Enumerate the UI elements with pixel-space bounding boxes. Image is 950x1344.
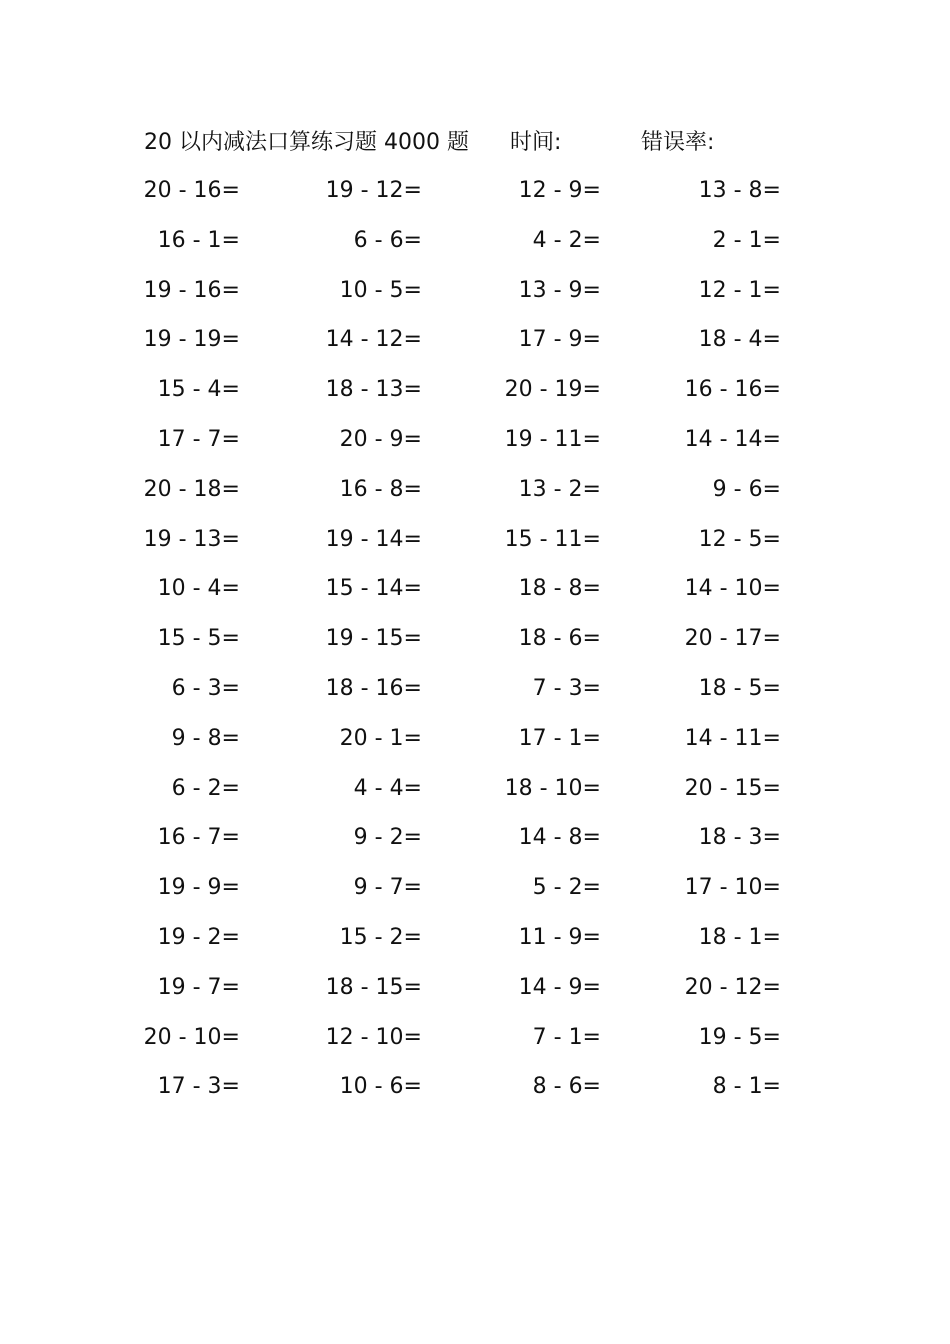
subtraction-problem: 16 - 7=	[157, 825, 240, 851]
worksheet-title: 20 以内减法口算练习题 4000 题	[144, 130, 469, 155]
subtraction-problem: 19 - 19=	[143, 327, 240, 353]
subtraction-problem: 15 - 5=	[157, 626, 240, 652]
subtraction-problem: 18 - 3=	[698, 825, 781, 851]
subtraction-problem: 18 - 6=	[518, 626, 601, 652]
subtraction-problem: 16 - 1=	[157, 227, 240, 253]
problem-row	[0, 415, 950, 465]
problem-row	[0, 465, 950, 515]
problem-row	[0, 1013, 950, 1063]
subtraction-problem: 14 - 12=	[325, 327, 422, 353]
subtraction-problem: 19 - 7=	[157, 974, 240, 1000]
problem-row	[0, 664, 950, 714]
subtraction-problem: 19 - 9=	[157, 875, 240, 901]
subtraction-problem: 17 - 3=	[157, 1074, 240, 1100]
subtraction-problem: 18 - 8=	[518, 576, 601, 602]
subtraction-problem: 12 - 5=	[698, 526, 781, 552]
subtraction-problem: 15 - 11=	[504, 526, 601, 552]
subtraction-problem: 18 - 16=	[325, 675, 422, 701]
subtraction-problem: 9 - 2=	[353, 825, 422, 851]
subtraction-problem: 13 - 9=	[518, 277, 601, 303]
subtraction-problem: 13 - 8=	[698, 178, 781, 203]
subtraction-problem: 12 - 1=	[698, 277, 781, 303]
problem-row	[0, 266, 950, 316]
subtraction-problem: 20 - 19=	[504, 377, 601, 403]
subtraction-problem: 20 - 12=	[684, 974, 781, 1000]
subtraction-problem: 5 - 2=	[532, 875, 601, 901]
subtraction-problem: 19 - 11=	[504, 426, 601, 452]
subtraction-problem: 17 - 10=	[684, 875, 781, 901]
problem-row	[0, 963, 950, 1013]
subtraction-problem: 10 - 5=	[339, 277, 422, 303]
subtraction-problem: 19 - 5=	[698, 1024, 781, 1050]
problem-row	[0, 714, 950, 764]
subtraction-problem: 10 - 6=	[339, 1074, 422, 1100]
problem-row	[0, 365, 950, 415]
subtraction-problem: 18 - 13=	[325, 377, 422, 403]
subtraction-problem: 15 - 2=	[339, 924, 422, 950]
problem-row	[0, 863, 950, 913]
subtraction-problem: 2 - 1=	[712, 227, 781, 253]
problem-row	[0, 515, 950, 565]
subtraction-problem: 19 - 2=	[157, 924, 240, 950]
subtraction-problem: 17 - 7=	[157, 426, 240, 452]
problem-row	[0, 764, 950, 814]
subtraction-problem: 14 - 11=	[684, 725, 781, 751]
subtraction-problem: 9 - 6=	[712, 476, 781, 502]
subtraction-problem: 14 - 10=	[684, 576, 781, 602]
subtraction-problem: 16 - 8=	[339, 476, 422, 502]
subtraction-problem: 18 - 4=	[698, 327, 781, 353]
subtraction-problem: 13 - 2=	[518, 476, 601, 502]
subtraction-problem: 11 - 9=	[518, 924, 601, 950]
subtraction-problem: 20 - 18=	[143, 476, 240, 502]
problem-grid	[0, 166, 950, 1112]
subtraction-problem: 20 - 16=	[143, 178, 240, 203]
problem-row	[0, 315, 950, 365]
subtraction-problem: 10 - 4=	[157, 576, 240, 602]
subtraction-problem: 18 - 15=	[325, 974, 422, 1000]
subtraction-problem: 15 - 4=	[157, 377, 240, 403]
subtraction-problem: 6 - 2=	[171, 775, 240, 801]
subtraction-problem: 16 - 16=	[684, 377, 781, 403]
subtraction-problem: 12 - 10=	[325, 1024, 422, 1050]
subtraction-problem: 4 - 4=	[353, 775, 422, 801]
subtraction-problem: 4 - 2=	[532, 227, 601, 253]
problem-row	[0, 614, 950, 664]
subtraction-problem: 20 - 17=	[684, 626, 781, 652]
subtraction-problem: 9 - 8=	[171, 725, 240, 751]
subtraction-problem: 17 - 9=	[518, 327, 601, 353]
subtraction-problem: 19 - 15=	[325, 626, 422, 652]
subtraction-problem: 8 - 1=	[712, 1074, 781, 1100]
subtraction-problem: 8 - 6=	[532, 1074, 601, 1100]
subtraction-problem: 14 - 8=	[518, 825, 601, 851]
subtraction-problem: 17 - 1=	[518, 725, 601, 751]
subtraction-problem: 19 - 13=	[143, 526, 240, 552]
worksheet-header	[144, 126, 844, 160]
subtraction-problem: 7 - 3=	[532, 675, 601, 701]
subtraction-problem: 14 - 9=	[518, 974, 601, 1000]
subtraction-problem: 20 - 15=	[684, 775, 781, 801]
subtraction-problem: 9 - 7=	[353, 875, 422, 901]
problem-row	[0, 166, 950, 216]
subtraction-problem: 14 - 14=	[684, 426, 781, 452]
subtraction-problem: 7 - 1=	[532, 1024, 601, 1050]
subtraction-problem: 12 - 9=	[518, 178, 601, 203]
problem-row	[0, 564, 950, 614]
problem-row	[0, 813, 950, 863]
subtraction-problem: 20 - 1=	[339, 725, 422, 751]
subtraction-problem: 19 - 12=	[325, 178, 422, 203]
subtraction-problem: 6 - 3=	[171, 675, 240, 701]
subtraction-problem: 15 - 14=	[325, 576, 422, 602]
subtraction-problem: 6 - 6=	[353, 227, 422, 253]
problem-row	[0, 216, 950, 266]
subtraction-problem: 19 - 14=	[325, 526, 422, 552]
time-label: 时间:	[510, 130, 562, 155]
subtraction-problem: 18 - 1=	[698, 924, 781, 950]
error-rate-label: 错误率:	[641, 130, 715, 155]
problem-row	[0, 1062, 950, 1112]
subtraction-problem: 18 - 5=	[698, 675, 781, 701]
subtraction-problem: 20 - 9=	[339, 426, 422, 452]
subtraction-problem: 18 - 10=	[504, 775, 601, 801]
subtraction-problem: 19 - 16=	[143, 277, 240, 303]
problem-row	[0, 913, 950, 963]
subtraction-problem: 20 - 10=	[143, 1024, 240, 1050]
